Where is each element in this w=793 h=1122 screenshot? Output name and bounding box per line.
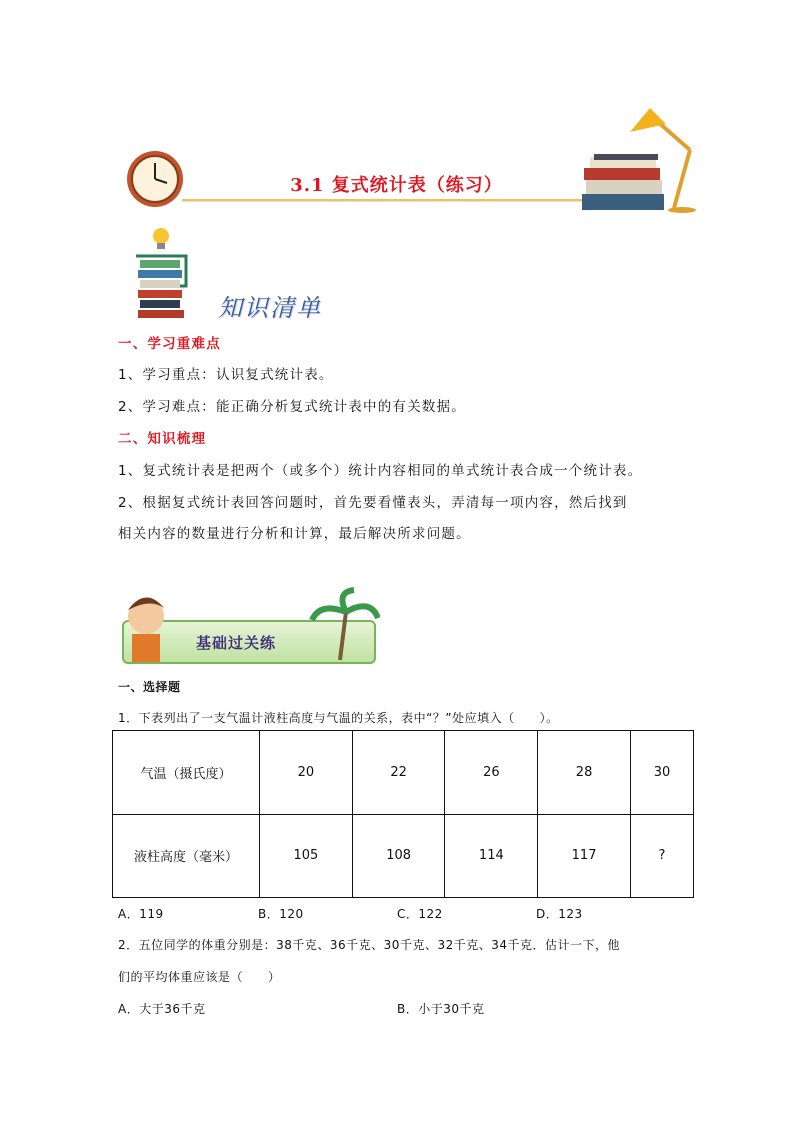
question-stem: 们的平均体重应该是（ ） (118, 970, 281, 984)
option-a: A．大于36千克 (118, 1002, 206, 1016)
section-heading: 一、学习重难点 (118, 336, 221, 352)
cartoon-teacher-palm-icon (120, 586, 380, 666)
paragraph: 2、学习难点：能正确分析复式统计表中的有关数据。 (118, 399, 466, 415)
table-cell: 气温（摄氏度） (113, 731, 260, 815)
option-a: A．119 (118, 907, 164, 921)
table-cell: 26 (445, 731, 538, 815)
question-stem: 1．下表列出了一支气温计液柱高度与气温的关系，表中“？”处应填入（ ）。 (118, 711, 559, 725)
title-underline (182, 199, 587, 202)
practice-banner-title: 基础过关练 (196, 634, 277, 652)
option-d: D．123 (536, 907, 583, 921)
knowledge-list-banner: 知识清单 (218, 294, 322, 322)
books-lamp-icon (578, 102, 704, 214)
table-cell: 液柱高度（毫米） (113, 814, 260, 898)
paragraph: 2、根据复式统计表回答问题时，首先要看懂表头，弄清每一项内容，然后找到 (118, 495, 628, 511)
table-cell: 30 (630, 731, 693, 815)
table-cell: 20 (260, 731, 353, 815)
table-cell: ? (630, 814, 693, 898)
paragraph: 相关内容的数量进行分析和计算，最后解决所求问题。 (118, 526, 471, 542)
option-b: B．小于30千克 (397, 1002, 485, 1016)
table-row (113, 814, 694, 898)
option-c: C．122 (397, 907, 443, 921)
page-title: 3.1 复式统计表（练习） (290, 175, 503, 196)
table-cell: 28 (538, 731, 631, 815)
data-table (112, 730, 694, 898)
paragraph: 1、复式统计表是把两个（或多个）统计内容相同的单式统计表合成一个统计表。 (118, 463, 643, 479)
paragraph: 1、学习重点：认识复式统计表。 (118, 367, 334, 383)
table-cell: 117 (538, 814, 631, 898)
question-stem: 2．五位同学的体重分别是：38千克、36千克、30千克、32千克、34千克．估计一下，他 (118, 938, 620, 952)
section-heading: 二、知识梳理 (118, 431, 207, 447)
table-row (113, 731, 694, 815)
option-b: B．120 (258, 907, 304, 921)
section-heading: 一、选择题 (118, 680, 181, 694)
table-cell: 105 (260, 814, 353, 898)
table-cell: 108 (352, 814, 445, 898)
table-cell: 22 (352, 731, 445, 815)
lightbulb-books-icon (134, 226, 194, 322)
table-cell: 114 (445, 814, 538, 898)
